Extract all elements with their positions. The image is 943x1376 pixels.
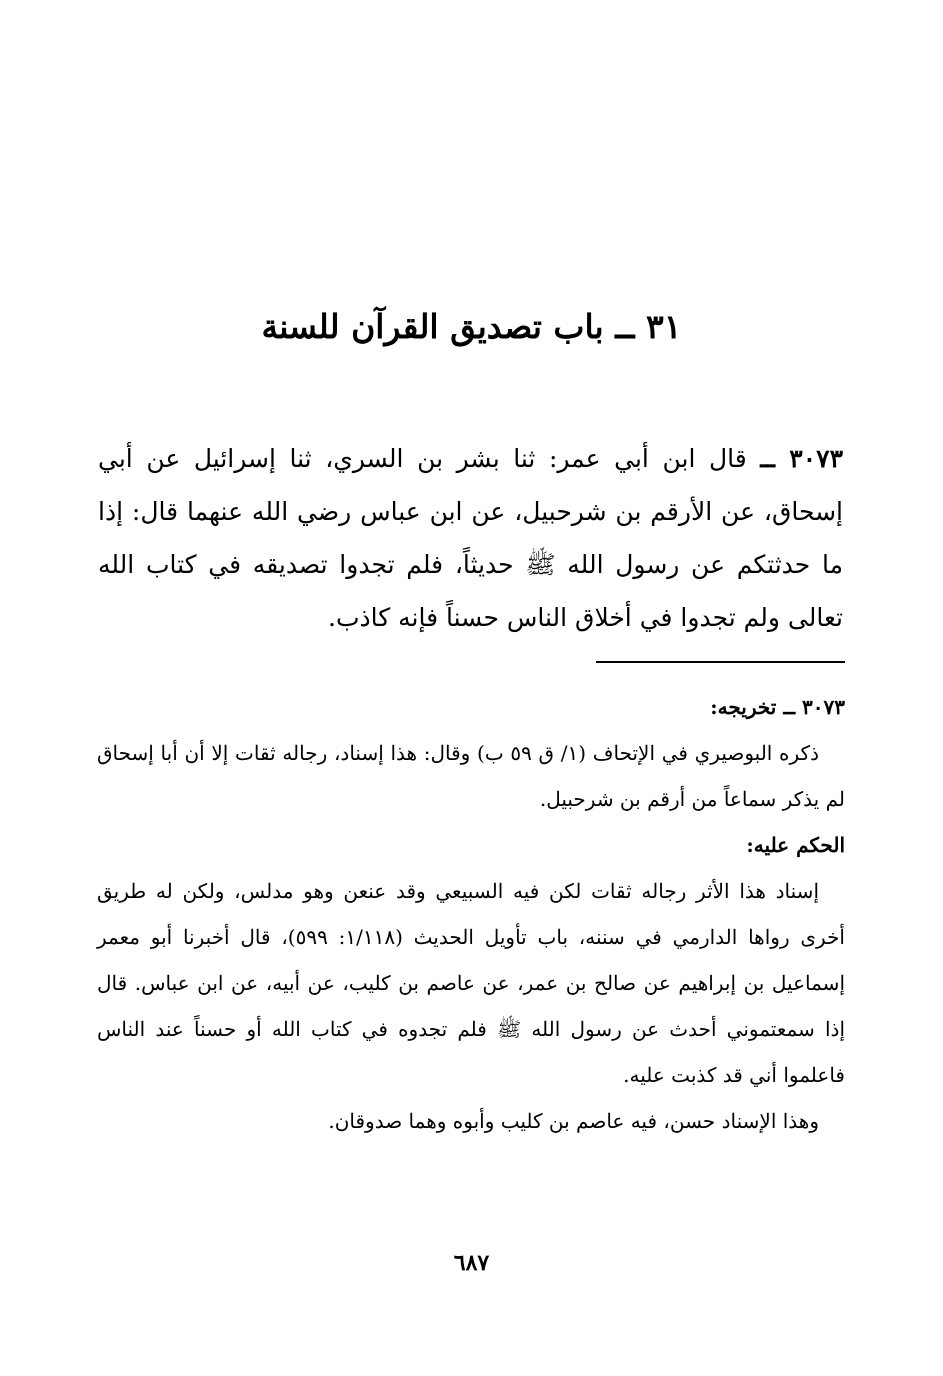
footnotes (97, 684, 845, 1144)
hadith-paragraph (98, 432, 843, 644)
hukm-heading: الحكم عليه: (746, 833, 845, 857)
hukm-text: إسناد هذا الأثر رجاله ثقات لكن فيه السبيعي وقد عنعن وهو مدلس، ولكن له طريق أخرى رواها الدارمي في سننه، باب تأويل الحديث (١/١١٨: ٥٩٩)، قال أخبرنا أبو معمر إسماعيل بن إبراهيم عن صالح بن عمر، عن عاصم بن كليب، عن أبيه، عن ابن عباس. قال إذا سمعتموني أحدث عن رسول الله ﷺ فلم تجدوه في كتاب الله أو حسناً عند الناس فاعلموا أني قد كذبت عليه. (97, 879, 845, 1087)
page-number: ٦٨٧ (453, 1250, 490, 1276)
hadith-text: قال ابن أبي عمر: ثنا بشر بن السري، ثنا إسرائيل عن أبي إسحاق، عن الأرقم بن شرحبيل، عن ابن عباس رضي الله عنهما قال: إذا ما حدثتكم عن رسول الله ﷺ حديثاً، فلم تجدوا تصديقه في كتاب الله تعالى ولم تجدوا في أخلاق الناس حسناً فإنه كاذب. (98, 444, 843, 632)
footnote-divider (596, 661, 845, 663)
chapter-title: ٣١ ــ باب تصديق القرآن للسنة (261, 307, 682, 346)
hadith-block (98, 432, 843, 644)
takhrij-heading: ٣٠٧٣ ــ تخريجه: (710, 695, 845, 719)
final-verdict-text: وهذا الإسناد حسن، فيه عاصم بن كليب وأبوه وهما صدوقان. (328, 1109, 819, 1133)
takhrij-text: ذكره البوصيري في الإتحاف (١/ ق ٥٩ ب) وقال: هذا إسناد، رجاله ثقات إلا أن أبا إسحاق لم يذكر سماعاً من أرقم بن شرحبيل. (97, 741, 845, 811)
hadith-number: ٣٠٧٣ ــ (760, 444, 843, 473)
